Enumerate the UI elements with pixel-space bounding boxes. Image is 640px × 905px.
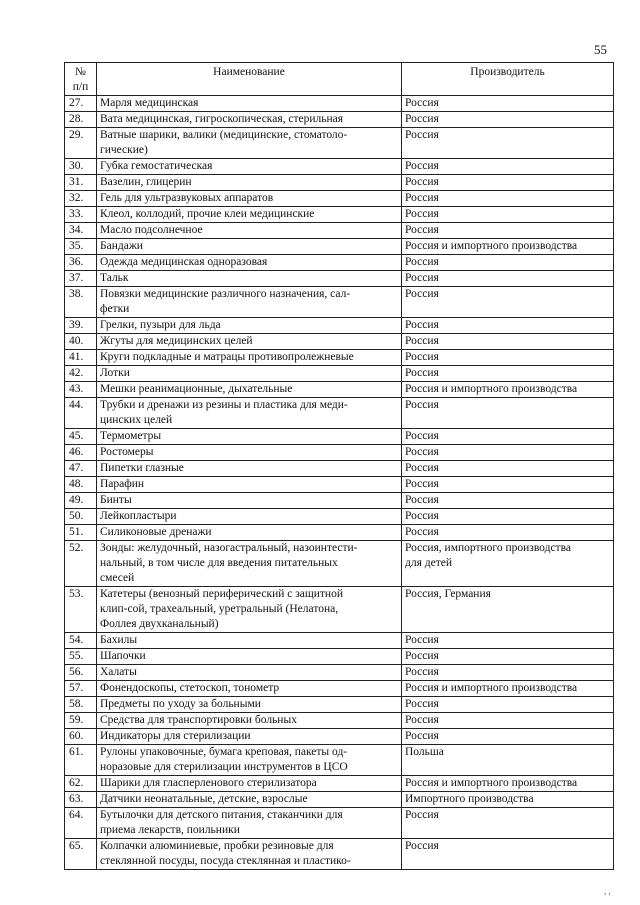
table-row: [65, 541, 614, 587]
manufacturer: Россия, импортного производства для детей: [402, 541, 614, 587]
item-name: Клеол, коллодий, прочие клеи медицинские: [97, 207, 402, 223]
item-name: Датчики неонатальные, детские, взрослые: [97, 792, 402, 808]
manufacturer: Россия: [402, 159, 614, 175]
table-row: [65, 649, 614, 665]
row-number: 46.: [65, 445, 97, 461]
table-row: [65, 697, 614, 713]
item-name: Жгуты для медицинских целей: [97, 334, 402, 350]
header-number: № п/п: [65, 63, 97, 96]
item-name: Тальк: [97, 271, 402, 287]
row-number: 41.: [65, 350, 97, 366]
table-row: [65, 239, 614, 255]
table-row: [65, 525, 614, 541]
row-number: 32.: [65, 191, 97, 207]
manufacturer: Россия: [402, 191, 614, 207]
item-name: Средства для транспортировки больных: [97, 713, 402, 729]
table-row: [65, 745, 614, 776]
item-name: Халаты: [97, 665, 402, 681]
manufacturer: Россия: [402, 729, 614, 745]
table-row: [65, 477, 614, 493]
row-number: 42.: [65, 366, 97, 382]
table-row: [65, 713, 614, 729]
header-manufacturer: Производитель: [402, 63, 614, 96]
table-row: [65, 792, 614, 808]
row-number: 52.: [65, 541, 97, 587]
row-number: 48.: [65, 477, 97, 493]
item-name: Силиконовые дренажи: [97, 525, 402, 541]
item-name: Бутылочки для детского питания, стаканчики для приема лекарств, поильники: [97, 808, 402, 839]
item-name: Термометры: [97, 429, 402, 445]
table-row: [65, 271, 614, 287]
row-number: 38.: [65, 287, 97, 318]
manufacturer: Россия, Германия: [402, 587, 614, 633]
manufacturer: Россия и импортного производства: [402, 776, 614, 792]
row-number: 37.: [65, 271, 97, 287]
item-name: Колпачки алюминиевые, пробки резиновые для стеклянной посуды, посуда стеклянная и пластико-: [97, 839, 402, 870]
manufacturer: Россия: [402, 175, 614, 191]
table-row: [65, 350, 614, 366]
item-name: Рулоны упаковочные, бумага креповая, пакеты од- норазовые для стерилизации инструментов в ЦСО: [97, 745, 402, 776]
manufacturer: Россия: [402, 665, 614, 681]
table-row: [65, 175, 614, 191]
item-name: Трубки и дренажи из резины и пластика для меди- цинских целей: [97, 398, 402, 429]
manufacturer: Россия: [402, 398, 614, 429]
manufacturer: Россия: [402, 525, 614, 541]
row-number: 62.: [65, 776, 97, 792]
manufacturer: Россия и импортного производства: [402, 382, 614, 398]
table-row: [65, 334, 614, 350]
row-number: 59.: [65, 713, 97, 729]
item-name: Лотки: [97, 366, 402, 382]
manufacturer: Россия: [402, 808, 614, 839]
item-name: Катетеры (венозный периферический с защитной клип-сой, трахеальный, уретральный (Нелатона, Фоллея двухканальный): [97, 587, 402, 633]
table-row: [65, 382, 614, 398]
manufacturer: Россия: [402, 697, 614, 713]
table-row: [65, 207, 614, 223]
row-number: 51.: [65, 525, 97, 541]
row-number: 27.: [65, 96, 97, 112]
table-row: [65, 681, 614, 697]
manufacturer: Россия: [402, 96, 614, 112]
table-row: [65, 318, 614, 334]
row-number: 64.: [65, 808, 97, 839]
manufacturer: Россия: [402, 255, 614, 271]
row-number: 45.: [65, 429, 97, 445]
row-number: 54.: [65, 633, 97, 649]
table-row: [65, 633, 614, 649]
manufacturer: Россия: [402, 350, 614, 366]
row-number: 57.: [65, 681, 97, 697]
item-name: Ватные шарики, валики (медицинские, стоматоло- гические): [97, 128, 402, 159]
table-row: [65, 509, 614, 525]
table-row: [65, 191, 614, 207]
table-row: [65, 429, 614, 445]
table-row: [65, 223, 614, 239]
row-number: 44.: [65, 398, 97, 429]
scan-mark: , ,: [604, 886, 611, 896]
manufacturer: Россия: [402, 445, 614, 461]
page-number: 55: [594, 42, 607, 57]
table-row: [65, 665, 614, 681]
manufacturer: Россия: [402, 366, 614, 382]
item-name: Пипетки глазные: [97, 461, 402, 477]
item-name: Губка гемостатическая: [97, 159, 402, 175]
manufacturer: Россия: [402, 334, 614, 350]
table-header-row: [65, 63, 614, 96]
table-row: [65, 112, 614, 128]
products-table: [64, 62, 614, 870]
manufacturer: Россия: [402, 318, 614, 334]
row-number: 63.: [65, 792, 97, 808]
row-number: 36.: [65, 255, 97, 271]
manufacturer: Россия: [402, 633, 614, 649]
header-name: Наименование: [97, 63, 402, 96]
table-row: [65, 159, 614, 175]
row-number: 30.: [65, 159, 97, 175]
item-name: Парафин: [97, 477, 402, 493]
item-name: Индикаторы для стерилизации: [97, 729, 402, 745]
table-row: [65, 96, 614, 112]
row-number: 58.: [65, 697, 97, 713]
manufacturer: Россия: [402, 461, 614, 477]
table-row: [65, 366, 614, 382]
item-name: Бандажи: [97, 239, 402, 255]
row-number: 34.: [65, 223, 97, 239]
manufacturer: Россия: [402, 223, 614, 239]
row-number: 28.: [65, 112, 97, 128]
item-name: Грелки, пузыри для льда: [97, 318, 402, 334]
manufacturer: Россия: [402, 839, 614, 870]
manufacturer: Россия: [402, 207, 614, 223]
table-row: [65, 287, 614, 318]
row-number: 65.: [65, 839, 97, 870]
item-name: Шарики для гласперленового стерилизатора: [97, 776, 402, 792]
manufacturer: Россия: [402, 271, 614, 287]
row-number: 43.: [65, 382, 97, 398]
manufacturer: Россия: [402, 493, 614, 509]
table-row: [65, 839, 614, 870]
item-name: Бинты: [97, 493, 402, 509]
item-name: Бахилы: [97, 633, 402, 649]
manufacturer: Россия и импортного производства: [402, 239, 614, 255]
row-number: 56.: [65, 665, 97, 681]
row-number: 40.: [65, 334, 97, 350]
manufacturer: Россия и импортного производства: [402, 681, 614, 697]
manufacturer: Россия: [402, 128, 614, 159]
table-row: [65, 729, 614, 745]
manufacturer: Россия: [402, 713, 614, 729]
table-row: [65, 128, 614, 159]
row-number: 35.: [65, 239, 97, 255]
row-number: 50.: [65, 509, 97, 525]
table-row: [65, 587, 614, 633]
manufacturer: Россия: [402, 477, 614, 493]
manufacturer: Импортного производства: [402, 792, 614, 808]
item-name: Ростомеры: [97, 445, 402, 461]
item-name: Шапочки: [97, 649, 402, 665]
row-number: 39.: [65, 318, 97, 334]
table-row: [65, 398, 614, 429]
manufacturer: Польша: [402, 745, 614, 776]
manufacturer: Россия: [402, 287, 614, 318]
table-row: [65, 255, 614, 271]
row-number: 49.: [65, 493, 97, 509]
item-name: Фонендоскопы, стетоскоп, тонометр: [97, 681, 402, 697]
table-row: [65, 493, 614, 509]
item-name: Одежда медицинская одноразовая: [97, 255, 402, 271]
item-name: Мешки реанимационные, дыхательные: [97, 382, 402, 398]
item-name: Круги подкладные и матрацы противопролежневые: [97, 350, 402, 366]
row-number: 29.: [65, 128, 97, 159]
manufacturer: Россия: [402, 112, 614, 128]
manufacturer: Россия: [402, 649, 614, 665]
table-row: [65, 808, 614, 839]
manufacturer: Россия: [402, 429, 614, 445]
item-name: Вата медицинская, гигроскопическая, стерильная: [97, 112, 402, 128]
item-name: Марля медицинская: [97, 96, 402, 112]
table-row: [65, 445, 614, 461]
item-name: Зонды: желудочный, назогастральный, назоинтести- нальный, в том числе для введения питательных смесей: [97, 541, 402, 587]
row-number: 31.: [65, 175, 97, 191]
item-name: Масло подсолнечное: [97, 223, 402, 239]
table-row: [65, 461, 614, 477]
item-name: Предметы по уходу за больными: [97, 697, 402, 713]
manufacturer: Россия: [402, 509, 614, 525]
item-name: Вазелин, глицерин: [97, 175, 402, 191]
row-number: 47.: [65, 461, 97, 477]
table-row: [65, 776, 614, 792]
item-name: Повязки медицинские различного назначения, сал- фетки: [97, 287, 402, 318]
row-number: 55.: [65, 649, 97, 665]
row-number: 60.: [65, 729, 97, 745]
row-number: 61.: [65, 745, 97, 776]
row-number: 53.: [65, 587, 97, 633]
item-name: Лейкопластыри: [97, 509, 402, 525]
row-number: 33.: [65, 207, 97, 223]
item-name: Гель для ультразвуковых аппаратов: [97, 191, 402, 207]
